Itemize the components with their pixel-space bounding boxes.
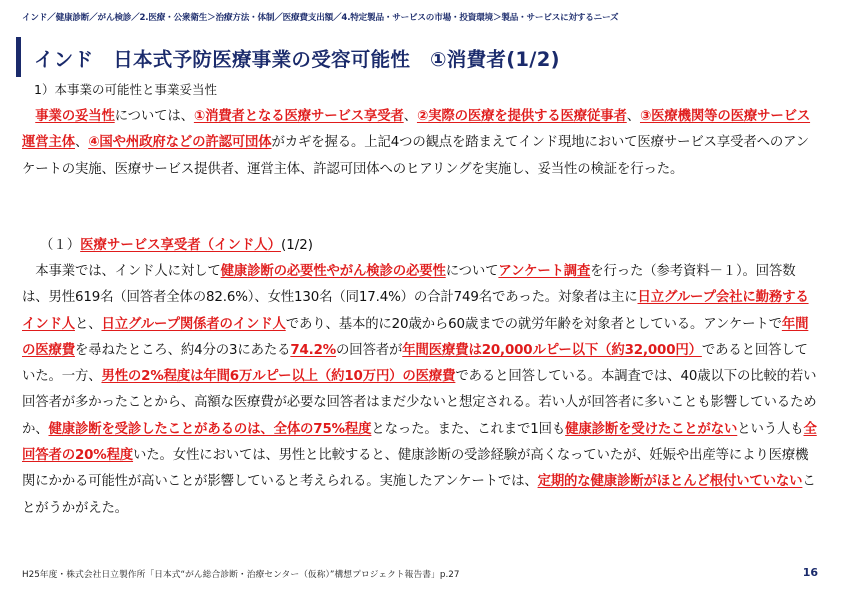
highlighted-phrase: ①消費者となる医療サービス享受者 <box>193 109 404 124</box>
subsection-heading <box>40 234 313 253</box>
page-number: 16 <box>802 566 818 579</box>
highlighted-phrase: 年間の医療費 <box>22 316 809 358</box>
highlighted-phrase: 健康診断を受診したことがあるのは、全体の75%程度 <box>48 421 372 437</box>
body-paragraph-2 <box>22 259 819 522</box>
body-text: を尋ねたところ、約4分の3にあたる <box>74 342 291 358</box>
subsection-prefix: （１） <box>40 238 81 253</box>
title-accent-bar <box>16 37 21 77</box>
highlighted-phrase: 男性の2%程度は年間6万ルピー以上（約10万円）の医療費 <box>101 369 456 385</box>
body-text: については、 <box>114 109 194 124</box>
highlighted-phrase: アンケート調査 <box>498 264 591 279</box>
body-text: いた。女性においては、男性と比較すると、健康診断の受診経験が高くなっていたが、妊娠や出産等により医療機関にかかる可能性が高いことが影響していると考えられる。実施したアンケートでは、 <box>22 448 809 490</box>
body-text: 本事業では、インド人に対して <box>22 264 221 279</box>
highlighted-phrase: 健康診断を受けたことがない <box>565 421 738 437</box>
highlighted-phrase: ②実際の医療を提供する医療従事者 <box>416 109 627 124</box>
body-text: を行った（参考資料－１）。回答数は、男性619名（回答者全体の82.6%）、女性130名（同17.4%）の合計749名であった。対象者は主に <box>22 264 796 306</box>
highlighted-phrase: 74.2% <box>290 342 337 358</box>
source-citation: H25年度・株式会社日立製作所「日本式“がん総合診断・治療センター（仮称）”構想プロジェクト報告書」p.27 <box>22 570 460 580</box>
body-text: と、 <box>74 316 102 332</box>
subsection-suffix: (1/2) <box>281 238 314 253</box>
highlighted-phrase: 健康診断の必要性やがん検診の必要性 <box>220 264 446 279</box>
body-text: 、 <box>74 135 89 151</box>
body-text: 、 <box>403 109 417 124</box>
highlighted-phrase: 年間医療費は20,000ルピー以下（約32,000円） <box>402 342 702 358</box>
body-text: について <box>445 264 499 279</box>
body-text <box>22 109 35 124</box>
body-paragraph-1 <box>22 104 819 183</box>
breadcrumb: インド／健康診断／がん検診／2.医療・公衆衛生＞治療方法・体制／医療費支出額／4.特定製品・サービスの市場・投資環境＞製品・サービスに対するニーズ <box>22 13 619 23</box>
body-text: となった。また、これまで1回も <box>371 421 566 437</box>
highlighted-phrase: ③医療機関等の医療サービス運営主体 <box>22 109 811 151</box>
body-text: であり、基本的に20歳から60歳までの就労年齢を対象者としている。アンケートで <box>285 316 782 332</box>
highlighted-phrase: 事業の妥当性 <box>35 109 115 124</box>
highlighted-phrase: ④国や州政府などの許認可団体 <box>88 135 272 151</box>
body-text: の回答者が <box>336 342 403 358</box>
body-text: ことがうかがえた。 <box>22 474 816 516</box>
highlighted-phrase: 定期的な健康診断がほとんど根付いていない <box>537 474 803 490</box>
highlighted-phrase: 日立グループ会社に勤務するインド人 <box>22 290 809 332</box>
body-text: であると回答している。本調査では、40歳以下の比較的若い回答者が多かったことから、高額な医療費が必要な回答者はまだ少ないと想定される。若い人が回答者に多いことも影響しているためか、 <box>22 369 817 437</box>
body-text: がカギを握る。上記4つの観点を踏まえてインド現地において医療サービス享受者へのアンケートの実施、医療サービス提供者、運営主体、許認可団体へのヒアリングを実施し、妥当性の検証を行った。 <box>22 135 810 177</box>
body-text: であると回答していた。一方、 <box>22 342 808 385</box>
highlighted-phrase: 全回答者の20%程度 <box>22 421 817 464</box>
body-text: という人も <box>737 421 804 437</box>
highlighted-phrase: 日立グループ関係者のインド人 <box>101 316 286 332</box>
page-title: インド 日本式予防医療事業の受容可能性 ①消費者(1/2) <box>34 48 560 71</box>
section-heading: 1）本事業の可能性と事業妥当性 <box>34 82 217 97</box>
body-text: 、 <box>626 109 640 124</box>
subsection-title: 医療サービス享受者（インド人） <box>80 238 282 253</box>
